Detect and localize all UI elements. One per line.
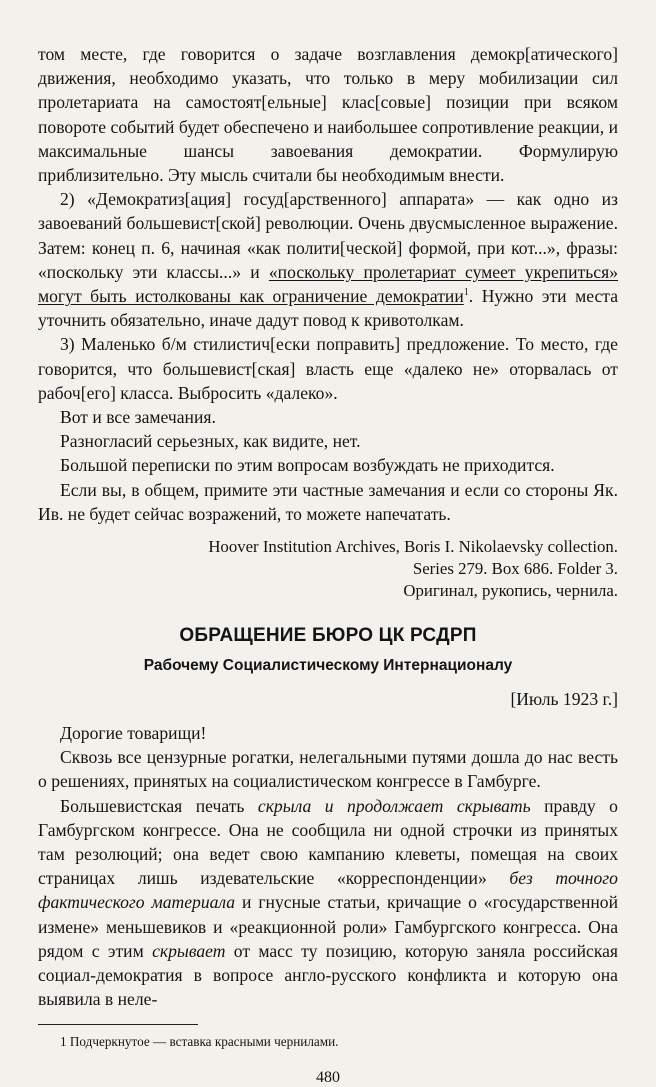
archive-source [38,536,618,602]
paragraph-bolshevik-press [38,794,618,1012]
paragraph-point-2 [38,187,618,332]
footnote-divider [38,1024,198,1025]
press-text-b: правду о Гамбургском конгрессе. Она не сообщила ни одной строчки из принятых там резолюций; она ведет свою кампанию клеветы, помещая на своих страницах лишь издевательские «корреспонденции» [38,795,618,889]
press-text-a: Большевистская печать [60,795,258,816]
source-line-2: Series 279. Box 686. Folder 3. [412,559,618,579]
paragraph-continuation: том месте, где говорится о задаче возглавления демокр[атического] движения, необходимо указать, что только в меру мобилизации сил пролетариата на самостоят[ельные] клас[совые] позиции при всяком повороте событий будет обеспечено и наибольшее сопротивление реакции, и максимальные шансы завоевания демократии. Формулирую приблизительно. Эту мысль считали бы необходимым внести. [38,44,618,186]
paragraph-point-3: 3) Маленько б/м стилистич[ески поправить] предложение. То место, где говорится, что большевист[ская] власть еще «далеко не» оторвалась от рабоч[его] класса. Выбросить «далеко». [38,334,618,403]
document-subtitle: Рабочему Социалистическому Интернационалу [143,657,513,675]
footnote-marker: 1 [463,287,469,299]
paragraph-closing: Если вы, в общем, примите эти частные замечания и если со стороны Як. Ив. не будет сейчас возражений, то можете напечатать. [38,479,618,524]
point-2-text-end: . Нужно эти места уточнить обязательно, иначе дадут повод к кривотолкам. [38,286,619,331]
paragraph-correspondence: Большой переписки по этим вопросам возбуждать не приходится. [60,455,555,476]
page-number: 480 [316,1068,340,1086]
paragraph-hamburg-news: Сквозь все цензурные рогатки, нелегальными путями дошла до нас весть о решениях, принятых на социалистическом конгрессе в Гамбурге. [38,747,618,792]
underlined-insertion: «поскольку пролетариат сумеет укрепиться» могут быть истолкованы как ограничение демократии [38,261,618,307]
footnote: 1 Подчеркнутое — вставка красными чернилами. [60,1033,339,1049]
press-italic-1: скрыла и продолжает скрывать [257,795,531,816]
point-2-text-start: 2) «Демократиз[ация] госуд[арственного] аппарата» — как одно из завоеваний большевист[ской] революции. Очень двусмысленное выражение. Затем: конец п. 6, начиная «как полити[ческой] формой, при кот...», фразы: «поскольку эти классы...» и [38,189,618,282]
document-date: [Июль 1923 г.] [510,689,618,710]
greeting: Дорогие товарищи! [60,723,207,744]
paragraph-disagreements: Разногласий серьезных, как видите, нет. [60,431,361,452]
press-text-c: и гнусные статьи, кричащие о «государственной измене» меньшевиков и «реакционной роли» Гамбургского конгресса. Она рядом с этим [38,892,618,961]
press-italic-2: без точного фактического материала [38,868,618,913]
document-title: ОБРАЩЕНИЕ БЮРО ЦК РСДРП [179,625,477,647]
press-text-d: от масс ту позицию, которую заняла российская социал-демократия в вопросе англо-русского конфликта и которую она выявила в неле- [38,940,618,1010]
source-line-1: Hoover Institution Archives, Boris I. Nikolaevsky collection. [208,537,618,557]
source-line-3: Оригинал, рукопись, чернила. [403,581,618,601]
press-italic-3: скрывает [152,940,226,961]
paragraph-remarks: Вот и все замечания. [60,407,216,428]
